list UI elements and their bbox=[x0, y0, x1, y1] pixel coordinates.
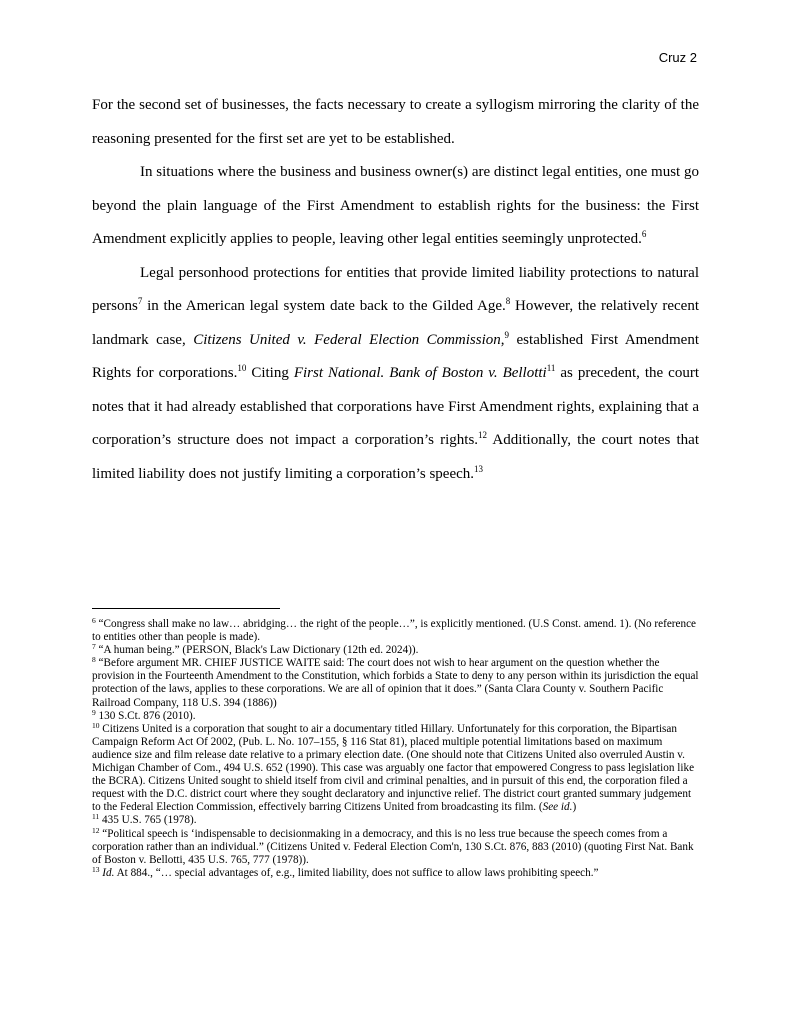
footnote-ref-9: 9 bbox=[504, 329, 510, 340]
paragraph-1: For the second set of businesses, the facts necessary to create a syllogism mirroring the clarity of the reasoning presented for the first set are yet to be established. bbox=[92, 97, 699, 147]
footnote-9 bbox=[92, 707, 699, 723]
footnote-number: 8 bbox=[92, 655, 96, 665]
footnote-number: 9 bbox=[92, 707, 96, 717]
footnote-text: “Congress shall make no law… abridging… the right of the people…”, is explicitly mentioned. (U.S Const. amend. 1). (No reference to entities other than people is made). bbox=[92, 618, 696, 644]
footnote-13 bbox=[92, 864, 699, 880]
footnote-text: “Political speech is ‘indispensable to decisionmaking in a democracy, and this is no less true because the speech comes from a corporation rather than an individual.” (Citizens United v. Federal Election Com'n, 130 S.Ct. 876, 883 (2010) (quoting First Nat. Bank of Boston v. Bellotti, 435 U.S. 765, 777 (1978)). bbox=[92, 827, 694, 866]
paragraph-3-text: , bbox=[500, 331, 505, 348]
paragraph-3-text: Additionally, the court notes that limited liability does not justify limiting a corporation’s speech. bbox=[92, 432, 699, 482]
footnote-number: 13 bbox=[92, 864, 100, 874]
citation-signal: See id. bbox=[542, 801, 573, 814]
footnote-number: 7 bbox=[92, 642, 96, 652]
footnote-10 bbox=[92, 720, 699, 815]
footnote-number: 10 bbox=[92, 720, 100, 730]
paragraph-3-text: Citing bbox=[246, 365, 294, 381]
footnote-number: 11 bbox=[92, 812, 100, 822]
paragraph-2-text: In situations where the business and business owner(s) are distinct legal entities, one must go beyond the plain language of the First Amendment to establish rights for the business: the First Amendment explicitly applies to people, leaving other legal entities seemingly unprotected. bbox=[92, 164, 699, 247]
citation-signal: Id. bbox=[102, 866, 115, 879]
footnote-number: 6 bbox=[92, 616, 96, 625]
paragraph-3-text: Legal personhood protections for entities that provide limited liability protections to natural persons bbox=[92, 264, 699, 314]
footnote-7 bbox=[92, 644, 699, 657]
paragraph-3-text: However, the relatively recent landmark case, bbox=[92, 298, 699, 348]
footnote-text: At 884., “… special advantages of, e.g., limited liability, does not suffice to allow laws prohibiting speech.” bbox=[114, 866, 599, 879]
footnote-separator bbox=[92, 608, 280, 609]
case-name-citizens-united: Citizens United v. Federal Election Commission bbox=[193, 331, 501, 348]
footnote-text: “Before argument MR. CHIEF JUSTICE WAITE said: The court does not wish to hear argument on the question whether the provision in the Fourteenth Amendment to the Constitution, which forbids a State to deny to any person within its jurisdiction the equal protection of the laws, applies to these corporations. We are all of opinion that it does.” (Santa Clara County v. Southern Pacific Railroad Company, 118 U.S. 394 (1886)) bbox=[92, 657, 699, 709]
paragraph-2 bbox=[92, 156, 699, 257]
footnote-ref-10: 10 bbox=[237, 363, 247, 373]
footnote-6 bbox=[92, 618, 699, 644]
footnote-11 bbox=[92, 814, 699, 827]
body-text bbox=[92, 89, 699, 491]
paragraph-3-text: established First Amendment Rights for corporations. bbox=[92, 331, 699, 381]
footnote-number: 12 bbox=[92, 825, 100, 835]
footnote-ref-7: 7 bbox=[137, 296, 143, 306]
footnote-text: 435 U.S. 765 (1978). bbox=[102, 814, 197, 827]
paragraph-3 bbox=[92, 257, 699, 492]
footnotes bbox=[92, 618, 699, 880]
footnote-ref-12: 12 bbox=[478, 430, 488, 440]
footnote-ref-6: 6 bbox=[641, 229, 647, 239]
paragraph-3-text: in the American legal system date back to the Gilded Age. bbox=[142, 298, 506, 314]
footnote-text: ) bbox=[572, 801, 577, 814]
footnote-text: Citizens United is a corporation that sought to air a documentary titled Hillary. Unfortunately for this corporation, the Bipartisan Campaign Reform Act Of 2002, (Pub. L. No. 107–155, § 116 Stat 81), placed multiple potential limitations based on maximum audience size and film release date relative to a primary election date. (One should note that Citizens United also overruled Austin v. Michigan Chamber of Com., 494 U.S. 652 (1990). This case was arguably one factor that empowered Congress to pass legislation like the BCRA). Citizens United sought to shield itself from civil and criminal penalties, and in pursuit of this end, the corporation filed a request with the D.C. district court where they sought declaratory and injunctive relief. The district court granted summary judgement to the Federal Election Commission, effectively barring Citizens United from broadcasting its film. ( bbox=[92, 722, 695, 814]
footnote-12 bbox=[92, 825, 699, 867]
footnote-8 bbox=[92, 657, 699, 709]
case-name-bellotti: First National. Bank of Boston v. Bellotti bbox=[293, 365, 547, 381]
page-header: Cruz 2 bbox=[658, 50, 697, 65]
paragraph-3-text: as precedent, the court notes that it had already established that corporations have First Amendment rights, explaining that a corporation’s structure does not impact a corporation’s rights. bbox=[92, 365, 699, 448]
footnote-text: 130 S.Ct. 876 (2010). bbox=[98, 709, 196, 722]
footnote-ref-8: 8 bbox=[505, 296, 511, 306]
footnote-ref-13: 13 bbox=[474, 463, 484, 474]
footnote-ref-11: 11 bbox=[546, 363, 556, 373]
footnote-text: “A human being.” (PERSON, Black's Law Dictionary (12th ed. 2024)). bbox=[98, 644, 419, 657]
